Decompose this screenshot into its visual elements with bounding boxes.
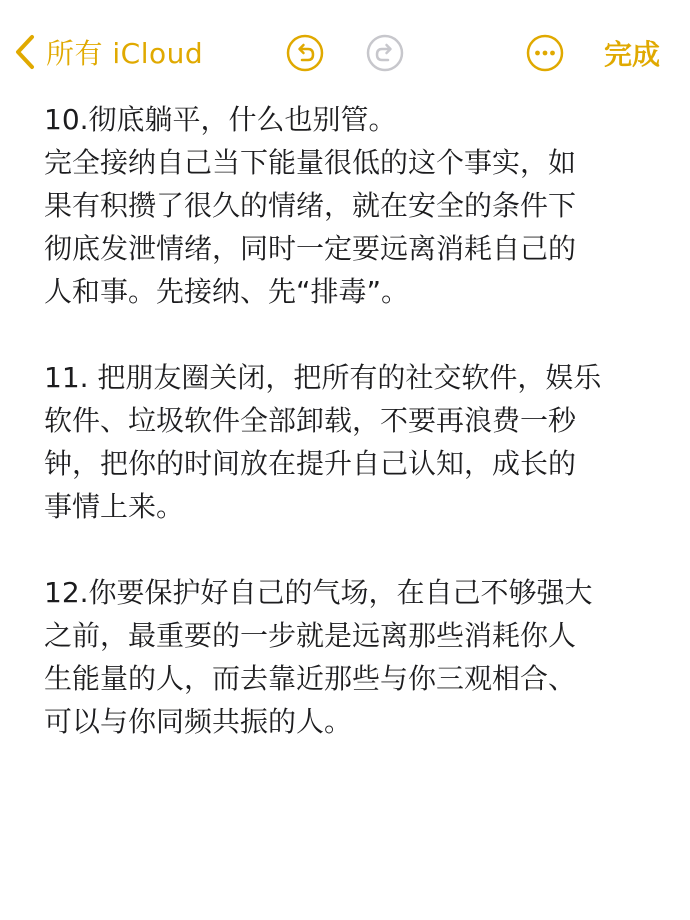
redo-button[interactable] bbox=[366, 34, 404, 72]
note-paragraph-11: 11. 把朋友圈关闭，把所有的社交软件，娱乐 软件、垃圾软件全部卸载，不要再浪费一秒 钟，把你的时间放在提升自己认知，成长的 事情上来。 bbox=[44, 361, 602, 523]
undo-icon bbox=[286, 34, 324, 72]
note-paragraph-12: 12.你要保护好自己的气场，在自己不够强大 之前，最重要的一步就是远离那些消耗你人 生能量的人，而去靠近那些与你三观相合、 可以与你同频共振的人。 bbox=[44, 576, 593, 738]
note-body[interactable] bbox=[44, 98, 650, 743]
back-label: 所有 iCloud bbox=[46, 37, 204, 70]
more-button[interactable] bbox=[526, 34, 564, 72]
note-paragraph-10: 10.彻底躺平，什么也别管。 完全接纳自己当下能量很低的这个事实，如 果有积攒了很久的情绪，就在安全的条件下 彻底发泄情绪，同时一定要远离消耗自己的 人和事。先接纳、先“排毒”。 bbox=[44, 103, 577, 308]
paragraph-spacer bbox=[44, 528, 650, 571]
undo-button[interactable] bbox=[286, 34, 324, 72]
navigation-bar bbox=[0, 0, 690, 96]
chevron-left-icon bbox=[14, 34, 36, 70]
back-button[interactable] bbox=[14, 30, 203, 74]
done-button[interactable]: 完成 bbox=[603, 38, 660, 71]
ellipsis-circle-icon bbox=[526, 34, 564, 72]
redo-icon bbox=[366, 34, 404, 72]
paragraph-spacer bbox=[44, 313, 650, 356]
